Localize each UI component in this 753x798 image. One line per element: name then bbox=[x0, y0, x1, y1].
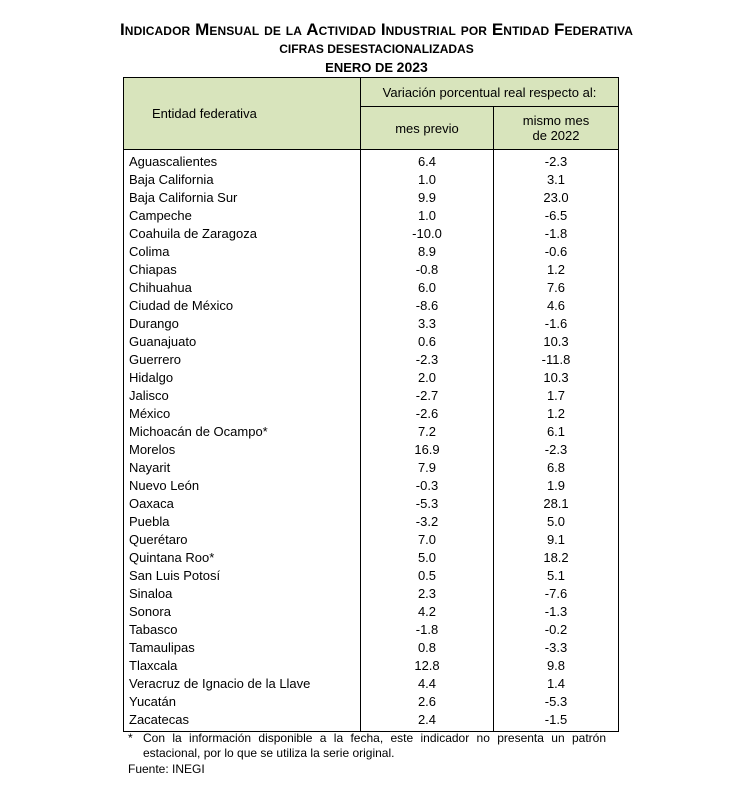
footnote-text: Con la información disponible a la fecha, este indicador no presenta un patrón estacional, por lo que se utiliza la serie original. bbox=[143, 731, 606, 760]
cell-mismo-mes: 9.1 bbox=[494, 531, 619, 549]
table-row bbox=[124, 621, 619, 639]
table-row bbox=[124, 150, 619, 172]
cell-entidad: Veracruz de Ignacio de la Llave bbox=[124, 675, 361, 693]
cell-mismo-mes: 9.8 bbox=[494, 657, 619, 675]
table-row bbox=[124, 207, 619, 225]
table-row bbox=[124, 711, 619, 732]
data-table bbox=[123, 77, 619, 732]
cell-entidad: Sonora bbox=[124, 603, 361, 621]
cell-mismo-mes: 1.9 bbox=[494, 477, 619, 495]
cell-entidad: Guerrero bbox=[124, 351, 361, 369]
cell-mes-previo: 16.9 bbox=[361, 441, 494, 459]
table-row bbox=[124, 387, 619, 405]
header-variacion: Variación porcentual real respecto al: bbox=[361, 78, 619, 107]
cell-mismo-mes: 18.2 bbox=[494, 549, 619, 567]
cell-mes-previo: 8.9 bbox=[361, 243, 494, 261]
table-row bbox=[124, 531, 619, 549]
cell-entidad: Colima bbox=[124, 243, 361, 261]
cell-mes-previo: -2.6 bbox=[361, 405, 494, 423]
cell-mismo-mes: -1.6 bbox=[494, 315, 619, 333]
table-row bbox=[124, 225, 619, 243]
cell-mismo-mes: -2.3 bbox=[494, 441, 619, 459]
cell-mes-previo: -8.6 bbox=[361, 297, 494, 315]
cell-entidad: Baja California bbox=[124, 171, 361, 189]
table-row bbox=[124, 675, 619, 693]
table-row bbox=[124, 477, 619, 495]
cell-mismo-mes: 1.2 bbox=[494, 405, 619, 423]
cell-mismo-mes: -5.3 bbox=[494, 693, 619, 711]
header-mismo-mes bbox=[494, 107, 619, 150]
table-row bbox=[124, 693, 619, 711]
cell-mismo-mes: 10.3 bbox=[494, 333, 619, 351]
table-row bbox=[124, 585, 619, 603]
cell-mismo-mes: 5.1 bbox=[494, 567, 619, 585]
table-row bbox=[124, 603, 619, 621]
cell-entidad: Querétaro bbox=[124, 531, 361, 549]
cell-mes-previo: 1.0 bbox=[361, 207, 494, 225]
cell-mes-previo: 2.4 bbox=[361, 711, 494, 732]
cell-entidad: Chiapas bbox=[124, 261, 361, 279]
cell-entidad: Baja California Sur bbox=[124, 189, 361, 207]
document-period bbox=[0, 59, 753, 76]
cell-mes-previo: 4.4 bbox=[361, 675, 494, 693]
cell-mismo-mes: -1.8 bbox=[494, 225, 619, 243]
table-row bbox=[124, 657, 619, 675]
table-row bbox=[124, 441, 619, 459]
cell-entidad: Coahuila de Zaragoza bbox=[124, 225, 361, 243]
cell-mismo-mes: 10.3 bbox=[494, 369, 619, 387]
header-mes-previo: mes previo bbox=[361, 107, 494, 150]
cell-mes-previo: 7.9 bbox=[361, 459, 494, 477]
document-title: Indicador Mensual de la Actividad Industrial por Entidad Federativa bbox=[119, 20, 633, 39]
cell-mismo-mes: 28.1 bbox=[494, 495, 619, 513]
cell-entidad: Aguascalientes bbox=[124, 150, 361, 172]
table-body bbox=[124, 150, 619, 732]
cell-entidad: Nuevo León bbox=[124, 477, 361, 495]
cell-mismo-mes: 7.6 bbox=[494, 279, 619, 297]
header-mismo-mes-line2: de 2022 bbox=[532, 128, 580, 143]
table-row bbox=[124, 333, 619, 351]
cell-mismo-mes: 1.7 bbox=[494, 387, 619, 405]
cell-mes-previo: 1.0 bbox=[361, 171, 494, 189]
cell-entidad: Sinaloa bbox=[124, 585, 361, 603]
cell-mes-previo: 7.0 bbox=[361, 531, 494, 549]
cell-entidad: Zacatecas bbox=[124, 711, 361, 732]
cell-entidad: Durango bbox=[124, 315, 361, 333]
source-note: Fuente: INEGI bbox=[128, 762, 205, 776]
cell-entidad: Tabasco bbox=[124, 621, 361, 639]
table-row bbox=[124, 639, 619, 657]
cell-mes-previo: 3.3 bbox=[361, 315, 494, 333]
cell-mes-previo: -0.8 bbox=[361, 261, 494, 279]
cell-mismo-mes: 3.1 bbox=[494, 171, 619, 189]
cell-mes-previo: 5.0 bbox=[361, 549, 494, 567]
cell-entidad: Hidalgo bbox=[124, 369, 361, 387]
cell-mismo-mes: -1.5 bbox=[494, 711, 619, 732]
cell-mes-previo: 2.3 bbox=[361, 585, 494, 603]
cell-entidad: México bbox=[124, 405, 361, 423]
cell-entidad: Guanajuato bbox=[124, 333, 361, 351]
cell-mes-previo: -3.2 bbox=[361, 513, 494, 531]
table-row bbox=[124, 567, 619, 585]
cell-mes-previo: -1.8 bbox=[361, 621, 494, 639]
cell-mismo-mes: -1.3 bbox=[494, 603, 619, 621]
table-row bbox=[124, 549, 619, 567]
cell-mismo-mes: -0.6 bbox=[494, 243, 619, 261]
cell-mismo-mes: -0.2 bbox=[494, 621, 619, 639]
cell-mes-previo: 0.6 bbox=[361, 333, 494, 351]
footnote-mark: * bbox=[128, 731, 133, 745]
cell-mismo-mes: 4.6 bbox=[494, 297, 619, 315]
cell-mismo-mes: 1.2 bbox=[494, 261, 619, 279]
cell-entidad: Michoacán de Ocampo* bbox=[124, 423, 361, 441]
cell-entidad: Oaxaca bbox=[124, 495, 361, 513]
table-row bbox=[124, 315, 619, 333]
cell-mismo-mes: -6.5 bbox=[494, 207, 619, 225]
cell-mes-previo: 0.8 bbox=[361, 639, 494, 657]
cell-mes-previo: -0.3 bbox=[361, 477, 494, 495]
document-subtitle: CIFRAS DESESTACIONALIZADAS bbox=[279, 42, 474, 56]
period-year: 2023 bbox=[396, 59, 428, 75]
cell-mes-previo: -2.3 bbox=[361, 351, 494, 369]
cell-mes-previo: 9.9 bbox=[361, 189, 494, 207]
cell-mismo-mes: 6.8 bbox=[494, 459, 619, 477]
cell-mes-previo: 2.0 bbox=[361, 369, 494, 387]
table-row bbox=[124, 351, 619, 369]
table-row bbox=[124, 495, 619, 513]
table-row bbox=[124, 297, 619, 315]
header-mismo-mes-line1: mismo mes bbox=[522, 113, 590, 128]
cell-entidad: Jalisco bbox=[124, 387, 361, 405]
cell-entidad: Nayarit bbox=[124, 459, 361, 477]
cell-mes-previo: 6.0 bbox=[361, 279, 494, 297]
header-entidad: Entidad federativa bbox=[124, 78, 361, 150]
cell-entidad: Quintana Roo* bbox=[124, 549, 361, 567]
period-month: ENERO DE bbox=[325, 60, 397, 75]
cell-mes-previo: 6.4 bbox=[361, 150, 494, 172]
cell-entidad: Morelos bbox=[124, 441, 361, 459]
cell-entidad: San Luis Potosí bbox=[124, 567, 361, 585]
cell-mes-previo: 7.2 bbox=[361, 423, 494, 441]
table-row bbox=[124, 189, 619, 207]
cell-entidad: Puebla bbox=[124, 513, 361, 531]
cell-mes-previo: -5.3 bbox=[361, 495, 494, 513]
table-row bbox=[124, 405, 619, 423]
cell-mismo-mes: -2.3 bbox=[494, 150, 619, 172]
cell-entidad: Yucatán bbox=[124, 693, 361, 711]
cell-entidad: Campeche bbox=[124, 207, 361, 225]
cell-entidad: Tlaxcala bbox=[124, 657, 361, 675]
cell-mes-previo: 2.6 bbox=[361, 693, 494, 711]
cell-entidad: Tamaulipas bbox=[124, 639, 361, 657]
cell-mismo-mes: -3.3 bbox=[494, 639, 619, 657]
table-row bbox=[124, 171, 619, 189]
cell-mismo-mes: 6.1 bbox=[494, 423, 619, 441]
cell-mismo-mes: 1.4 bbox=[494, 675, 619, 693]
footnote bbox=[128, 731, 606, 761]
table-row bbox=[124, 369, 619, 387]
table-row bbox=[124, 243, 619, 261]
cell-mismo-mes: -7.6 bbox=[494, 585, 619, 603]
cell-entidad: Chihuahua bbox=[124, 279, 361, 297]
table-row bbox=[124, 279, 619, 297]
cell-mismo-mes: -11.8 bbox=[494, 351, 619, 369]
cell-mes-previo: 0.5 bbox=[361, 567, 494, 585]
table-row bbox=[124, 459, 619, 477]
table-row bbox=[124, 261, 619, 279]
cell-mismo-mes: 23.0 bbox=[494, 189, 619, 207]
table-row bbox=[124, 513, 619, 531]
table-row bbox=[124, 423, 619, 441]
cell-mes-previo: -10.0 bbox=[361, 225, 494, 243]
cell-mismo-mes: 5.0 bbox=[494, 513, 619, 531]
cell-entidad: Ciudad de México bbox=[124, 297, 361, 315]
cell-mes-previo: -2.7 bbox=[361, 387, 494, 405]
cell-mes-previo: 12.8 bbox=[361, 657, 494, 675]
cell-mes-previo: 4.2 bbox=[361, 603, 494, 621]
